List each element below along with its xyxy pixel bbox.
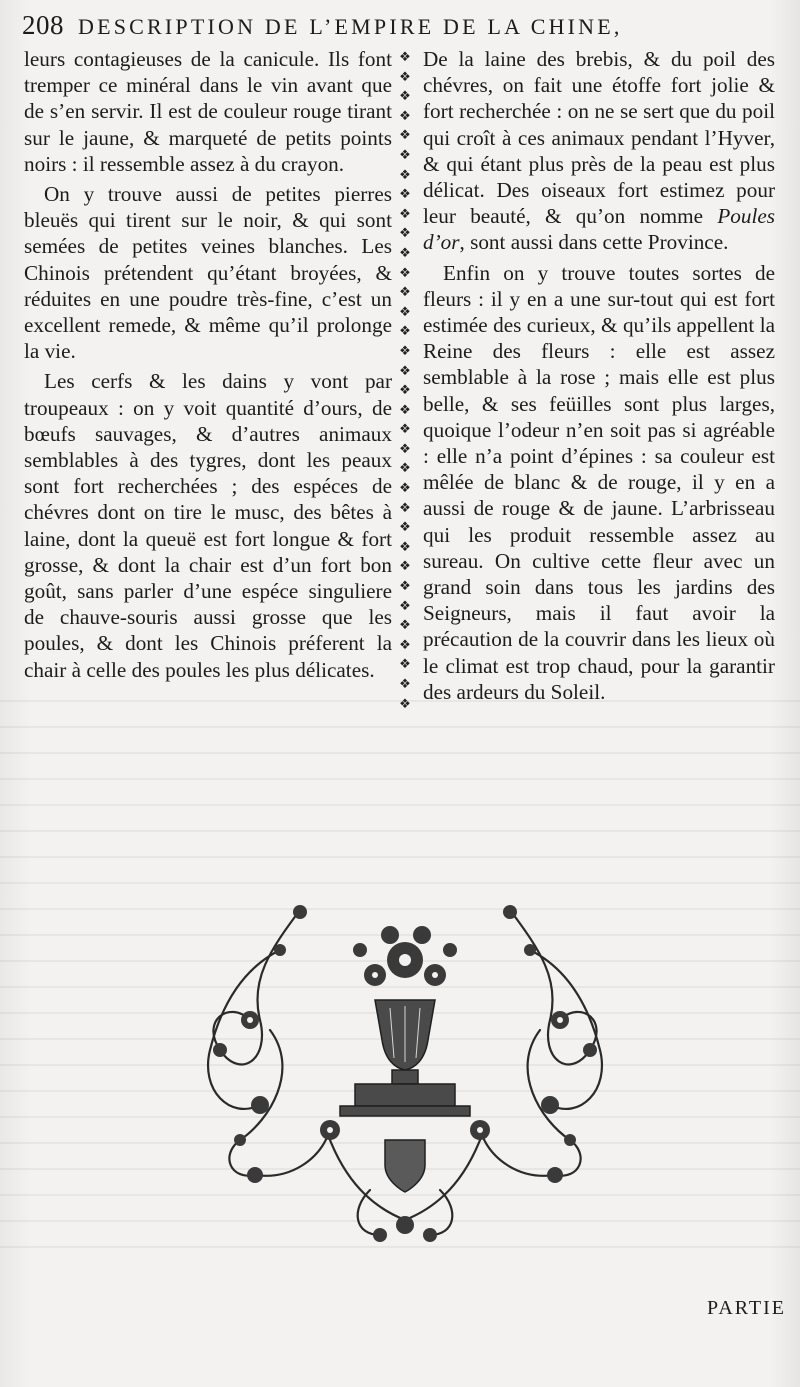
fleuron-icon: ❖ <box>399 499 411 515</box>
fleuron-icon: ❖ <box>399 362 411 378</box>
fleuron-icon: ❖ <box>399 597 411 613</box>
fleuron-icon: ❖ <box>399 676 411 691</box>
fleuron-icon: ❖ <box>399 244 411 260</box>
fleuron-icon: ❖ <box>399 538 411 554</box>
fleuron-icon: ❖ <box>399 166 411 182</box>
running-title: DESCRIPTION DE L’EMPIRE DE LA CHINE, <box>78 14 623 39</box>
fleuron-icon: ❖ <box>399 636 411 652</box>
fleuron-icon: ❖ <box>399 460 411 476</box>
fleuron-icon: ❖ <box>399 107 411 123</box>
fleuron-icon: ❖ <box>399 578 411 594</box>
fleuron-icon: ❖ <box>399 225 411 241</box>
paragraph: Les cerfs & les dains y vont par troupeaux : on y voit quantité d’ours, de bœufs sauvages, & d’autres animaux semblables à des tygres, dont les peaux sont fort recherchées ; des espéces de chévres dont on tire le musc, des bêtes à laine, dont la queuë est fort longue & fort grosse, & dont la chair est d’un fort bon goût, sans parler d’une espéce singuliere de chauve-souris aussi grosse que les poules, & dont les Chinois préferent la chair à celle des poules les plus délicates. <box>24 369 392 682</box>
fleuron-icon: ❖ <box>399 440 411 456</box>
paragraph: Enfin on y trouve toutes sortes de fleurs : il y en a une sur-tout qui est fort estimée des curieux, & qu’ils appellent la Reine des fleurs : elle est assez semblable à la rose ; mais elle est plus belle, & ses feüilles sont plus larges, quoique l’odeur n’en soit pas si agréable : elle n’a point d’épines : sa couleur est mêlée de blanc & de rouge, il y en a aussi de rouge & de jaune. L’arbrisseau qui les produit ressemble assez au sureau. On cultive cette fleur avec un grand soin dans tous les jardins des Seigneurs, mais il faut avoir la précaution de la couvrir dans les lieux où le climat est trop chaud, pour la garantir des ardeurs du Soleil. <box>423 260 775 704</box>
paragraph: leurs contagieuses de la canicule. Ils font tremper ce minéral dans le vin avant que de s’en servir. Il est de couleur rouge tirant sur le jaune, & marqueté de petits points noirs : il ressemble assez à du crayon. <box>24 47 392 176</box>
fleuron-icon: ❖ <box>399 146 411 162</box>
fleuron-icon: ❖ <box>399 342 411 358</box>
column-divider-icon <box>394 50 416 710</box>
italic-name: Poules d’or <box>423 204 775 255</box>
paragraph: On y trouve aussi de petites pierres bleuës qui tirent sur le noir, & qui sont semées de petites veines blanches. Les Chinois prétendent qu’étant broyées, & réduites en une poudre très-fine, c’est un excellent remede, & même qu’il prolonge la vie. <box>24 182 392 364</box>
catchword: PARTIE <box>707 1297 786 1319</box>
fleuron-icon: ❖ <box>399 205 411 221</box>
fleuron-icon: ❖ <box>399 617 411 633</box>
vase-ornament-icon <box>180 890 630 1260</box>
fleuron-icon: ❖ <box>399 656 411 672</box>
paragraph-text: De la laine des brebis, & du poil des chévres, on fait une étoffe fort jolie & fort recherchée : on ne se sert que du poil qui croît à ces animaux pendant l’Hyver, & qui étant plus près de la peau est plus délicat. Des oiseaux fort estimez pour leur beauté, & qu’on nomme <box>423 47 775 229</box>
running-head <box>22 10 782 44</box>
fleuron-icon: ❖ <box>399 382 411 398</box>
fleuron-icon: ❖ <box>399 323 411 339</box>
fleuron-icon: ❖ <box>399 519 411 535</box>
fleuron-icon: ❖ <box>399 68 411 84</box>
right-column <box>423 46 775 709</box>
fleuron-icon: ❖ <box>399 127 411 143</box>
paragraph <box>423 46 775 256</box>
fleuron-icon: ❖ <box>399 284 411 300</box>
left-column <box>24 46 392 687</box>
fleuron-icon: ❖ <box>399 49 411 64</box>
paragraph-tail: , sont aussi dans cette Province. <box>459 230 729 255</box>
fleuron-icon: ❖ <box>399 480 411 496</box>
fleuron-icon: ❖ <box>399 401 411 417</box>
fleuron-icon: ❖ <box>399 695 411 711</box>
page-number: 208 <box>22 10 64 40</box>
fleuron-icon: ❖ <box>399 303 411 319</box>
fleuron-icon: ❖ <box>399 264 411 280</box>
fleuron-icon: ❖ <box>399 186 411 202</box>
fleuron-icon: ❖ <box>399 88 411 104</box>
fleuron-icon: ❖ <box>399 558 411 574</box>
fleuron-icon: ❖ <box>399 421 411 437</box>
